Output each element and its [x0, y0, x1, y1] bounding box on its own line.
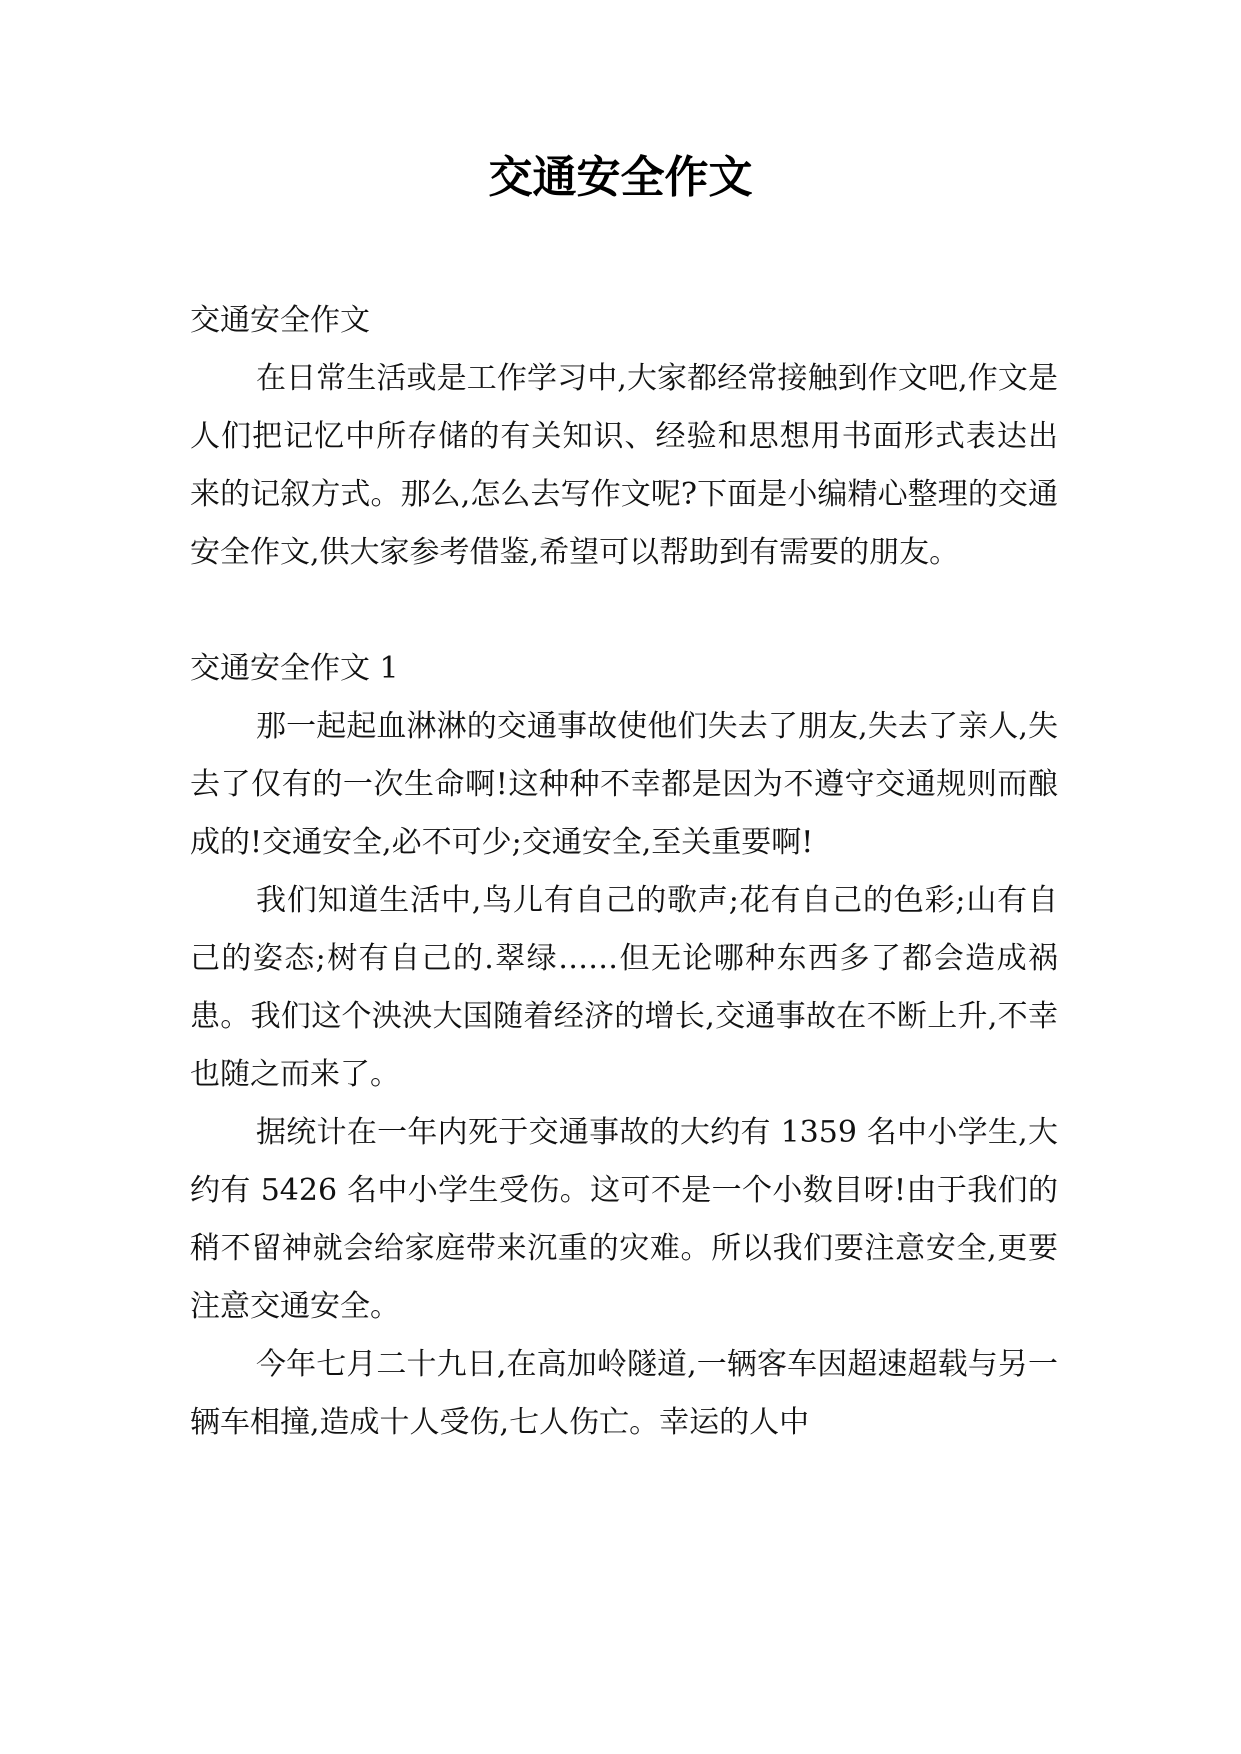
intro-heading: 交通安全作文 [190, 303, 370, 338]
section-spacer [190, 582, 1058, 640]
document-body [190, 292, 1058, 1452]
essay1-paragraph-1: 那一起起血淋淋的交通事故使他们失去了朋友,失去了亲人,失去了仅有的一次生命啊!这种种不幸都是因为不遵守交通规则而酿成的!交通安全,必不可少;交通安全,至关重要啊! [190, 709, 1058, 860]
document-title: 交通安全作文 [488, 152, 753, 203]
essay1-heading: 交通安全作文 1 [190, 651, 399, 686]
essay1-paragraph-3: 据统计在一年内死于交通事故的大约有 1359 名中小学生,大约有 5426 名中小学生受伤。这可不是一个小数目呀!由于我们的稍不留神就会给家庭带来沉重的灾难。所以我们要注意安全,更要注意交通安全。 [190, 1115, 1058, 1324]
essay1-paragraph-2: 我们知道生活中,鸟儿有自己的歌声;花有自己的色彩;山有自己的姿态;树有自己的.翠绿……但无论哪种东西多了都会造成祸患。我们这个泱泱大国随着经济的增长,交通事故在不断上升,不幸也随之而来了。 [190, 883, 1058, 1092]
essay1-paragraph-4: 今年七月二十九日,在高加岭隧道,一辆客车因超速超载与另一辆车相撞,造成十人受伤,七人伤亡。幸运的人中 [190, 1347, 1058, 1440]
intro-paragraph: 在日常生活或是工作学习中,大家都经常接触到作文吧,作文是人们把记忆中所存储的有关知识、经验和思想用书面形式表达出来的记叙方式。那么,怎么去写作文呢?下面是小编精心整理的交通安全作文,供大家参考借鉴,希望可以帮助到有需要的朋友。 [190, 361, 1058, 570]
